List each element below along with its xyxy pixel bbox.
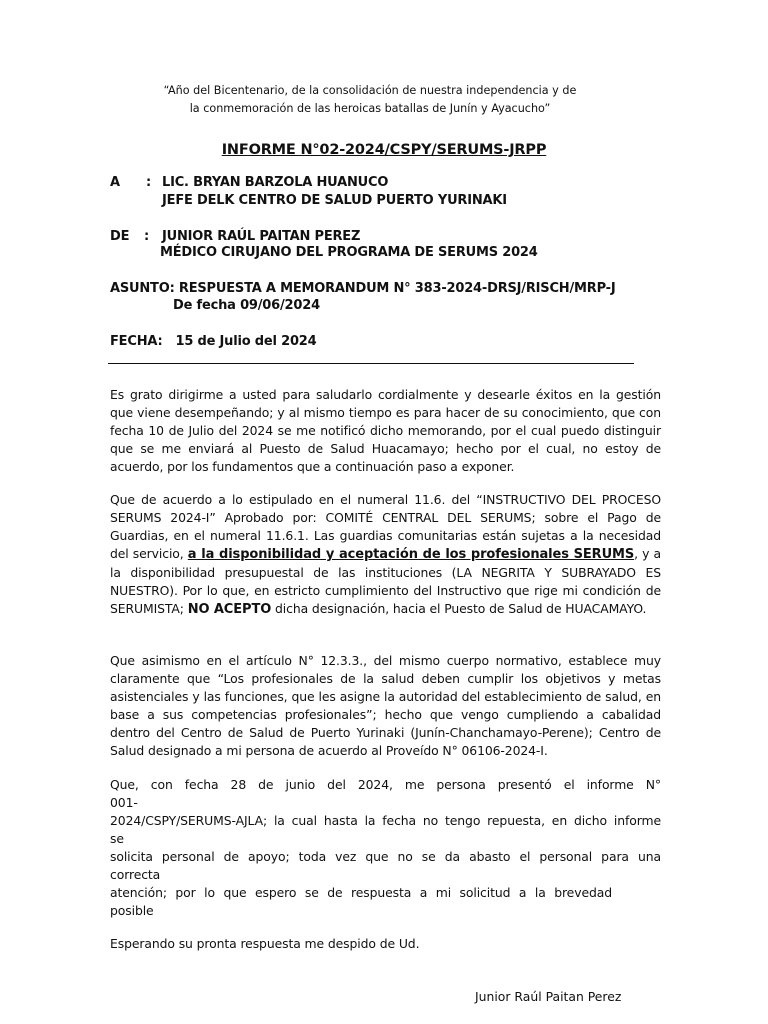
motto-line-2: la conmemoración de las heroicas batallas de Junín y Ayacucho” <box>189 102 551 115</box>
subject-date: De fecha 09/06/2024 <box>173 298 320 313</box>
motto-line-1: “Año del Bicentenario, de la consolidación de nuestra independencia y de <box>163 84 577 97</box>
p4-line-5: solicita personal de apoyo; toda vez que no se da abasto el personal para una <box>110 849 661 864</box>
p4-line-8: posible <box>110 903 154 918</box>
from-label: DE <box>110 229 130 244</box>
to-label-text: A <box>110 175 120 190</box>
from-name: JUNIOR RAÚL PAITAN PEREZ <box>162 229 361 244</box>
closing-text: Esperando su pronta respuesta me despido de Ud. <box>110 936 420 951</box>
subject-label: ASUNTO: <box>110 281 175 296</box>
paragraph-4 <box>110 776 661 920</box>
p4-line-7: atención; por lo que espero se de respuesta a mi solicitud a la brevedad <box>110 885 612 900</box>
p2-no-acepto: NO ACEPTO <box>187 602 272 617</box>
date-line <box>110 333 316 351</box>
paragraph-2-text <box>110 491 661 619</box>
signature-name: Junior Raúl Paitan Perez <box>475 989 622 1004</box>
subject-text: RESPUESTA A MEMORANDUM N° 383-2024-DRSJ/RISCH/MRP-J <box>178 281 616 296</box>
subject-line <box>110 280 616 298</box>
from-sep: : <box>144 229 149 244</box>
paragraph-3-text: Que asimismo en el artículo N° 12.3.3., del mismo cuerpo normativo, establece muy claramente que “Los profesionales de la salud deben cumplir los objetivos y metas asistenciales y las funciones, que les asigne la autoridad del establecimiento de salud, en base a sus competencias profesionales”; hecho que vengo cumpliendo a cabalidad dentro del Centro de Salud de Puerto Yurinaki (Junín-Chanchamayo-Perene); Centro de Salud designado a mi persona de acuerdo al Proveído N° 06106-2024-I. <box>110 653 661 758</box>
report-title: INFORME N°02-2024/CSPY/SERUMS-JRPP <box>221 142 547 158</box>
paragraph-1-text: Es grato dirigirme a usted para saludarlo cordialmente y desearle éxitos en la gestión que viene desempeñando; y al mismo tiempo es para hacer de su conocimiento, que con fecha 10 de Julio del 2024 se me notificó dicho memorando, por el cual puedo distinguir que se me enviará al Puesto de Salud Huacamayo; hecho por el cual, no estoy de acuerdo, por los fundamentos que a continuación paso a exponer. <box>110 387 661 474</box>
p2-part-e: dicha designación, hacia el Puesto de Salud de HUACAMAYO. <box>275 601 647 616</box>
p4-line-6: correcta <box>110 867 161 882</box>
p2-part-a: Que de acuerdo a lo estipulado en el numeral 11.6. del “INSTRUCTIVO DEL PROCESO SERUMS 2024-I” Aprobado por: COMITÉ CENTRAL DEL SERUMS; sobre el Pago de Guardias, en el numeral 11.6.1. Las guardias comunitarias están sujetas a la necesidad del servicio, <box>110 492 661 561</box>
paragraph-2 <box>110 491 661 619</box>
to-label <box>110 174 120 192</box>
p2-part-c: , y a la disponibilidad presupuestal de las instituciones (LA NEGRITA Y SUBRAYADO ES NUESTRO). Por lo que, en estricto cumplimiento del Instructivo que rige mi condición de SERUMISTA; <box>110 546 662 616</box>
to-role: JEFE DELK CENTRO DE SALUD PUERTO YURINAKI <box>162 193 507 208</box>
from-role: MÉDICO CIRUJANO DEL PROGRAMA DE SERUMS 2024 <box>160 245 538 260</box>
p4-line-3: 2024/CSPY/SERUMS-AJLA; la cual hasta la fecha no tengo repuesta, en dicho informe <box>110 813 661 828</box>
paragraph-1 <box>110 386 661 476</box>
year-motto <box>150 82 590 118</box>
paragraph-5 <box>110 935 661 953</box>
date-label: FECHA: <box>110 334 163 349</box>
header-divider <box>108 363 634 364</box>
p4-line-1: Que, con fecha 28 de junio del 2024, me persona presentó el informe N° <box>110 777 661 792</box>
p2-emphasis-underlined: a la disponibilidad y aceptación de los profesionales SERUMS <box>187 547 635 562</box>
paragraph-3 <box>110 652 661 760</box>
to-name: LIC. BRYAN BARZOLA HUANUCO <box>162 175 389 190</box>
to-sep: : <box>146 175 151 190</box>
p4-line-2: 001- <box>110 795 138 810</box>
date-value: 15 de Julio del 2024 <box>175 334 317 349</box>
p4-line-4: se <box>110 831 124 846</box>
